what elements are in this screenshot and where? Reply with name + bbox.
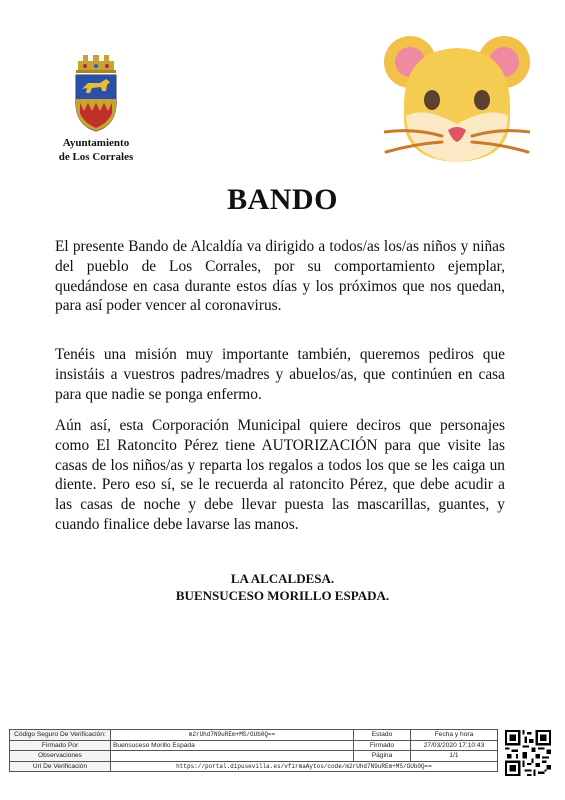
url-label: Url De Verificación — [10, 761, 111, 772]
organization-name — [40, 136, 152, 164]
observations-label: Observaciones — [10, 751, 111, 762]
paragraph-authorization: Aún así, esta Corporación Municipal quiere deciros que personajes como El Ratoncito Pérez tiene AUTORIZACIÓN para que visite las casas de los niños/as y reparta los regalos a todos los que se les caiga un diente. Pero eso sí, se le recuerda al ratoncito Pérez, que debe acudir a las casas de noche y debe llevar puesta las mascarillas, guantes, y cuando finalice debe lavarse las manos. — [55, 417, 505, 533]
verification-url-link[interactable]: https://portal.dipusevilla.es/vfirmaAytos/code/m2rUhd7N9uREm+MS/GUb0Q== — [111, 761, 498, 772]
paragraph-mission: Tenéis una misión muy importante también, queremos pediros que insistáis a vuestros padres/madres y abuelos/as, que continúen en casa para que nadie se ponga enfermo. — [55, 346, 505, 403]
date-value: 27/03/2020 17:10:43 — [411, 740, 498, 751]
table-row — [10, 751, 498, 762]
signed-by-value: Buensuceso Morillo Espada — [111, 740, 354, 751]
csv-value: m2rUhd7N9uREm+MS/GUb0Q== — [111, 730, 354, 741]
table-row — [10, 761, 498, 772]
date-label: Fecha y hora — [411, 730, 498, 741]
signature-block — [0, 570, 565, 604]
signed-by-label: Firmado Por — [10, 740, 111, 751]
status-label: Estado — [354, 730, 411, 741]
org-line-2: de Los Corrales — [58, 151, 134, 163]
csv-label: Código Seguro De Verificación: — [10, 730, 111, 741]
table-row — [10, 730, 498, 741]
signature-role: LA ALCALDESA. — [230, 571, 335, 586]
page-value: 1/1 — [411, 751, 498, 762]
qr-code-icon — [505, 730, 551, 776]
status-value: Firmado — [354, 740, 411, 751]
signature-name: BUENSUCESO MORILLO ESPADA. — [175, 588, 390, 603]
coat-of-arms-icon — [70, 55, 122, 133]
observations-value — [111, 751, 354, 762]
verification-table — [9, 729, 498, 772]
mouse-face-icon — [384, 32, 530, 164]
page-label: Página — [354, 751, 411, 762]
org-line-1: Ayuntamiento — [62, 137, 130, 149]
paragraph-intro: El presente Bando de Alcaldía va dirigido a todos/as los/as niños y niñas del pueblo de Los Corrales, por su comportamiento ejemplar, quedándose en casa durante estos días y los próximos que nos quedan, para así poder vencer al coronavirus. — [55, 238, 505, 315]
document-title: BANDO — [227, 183, 338, 216]
table-row — [10, 740, 498, 751]
